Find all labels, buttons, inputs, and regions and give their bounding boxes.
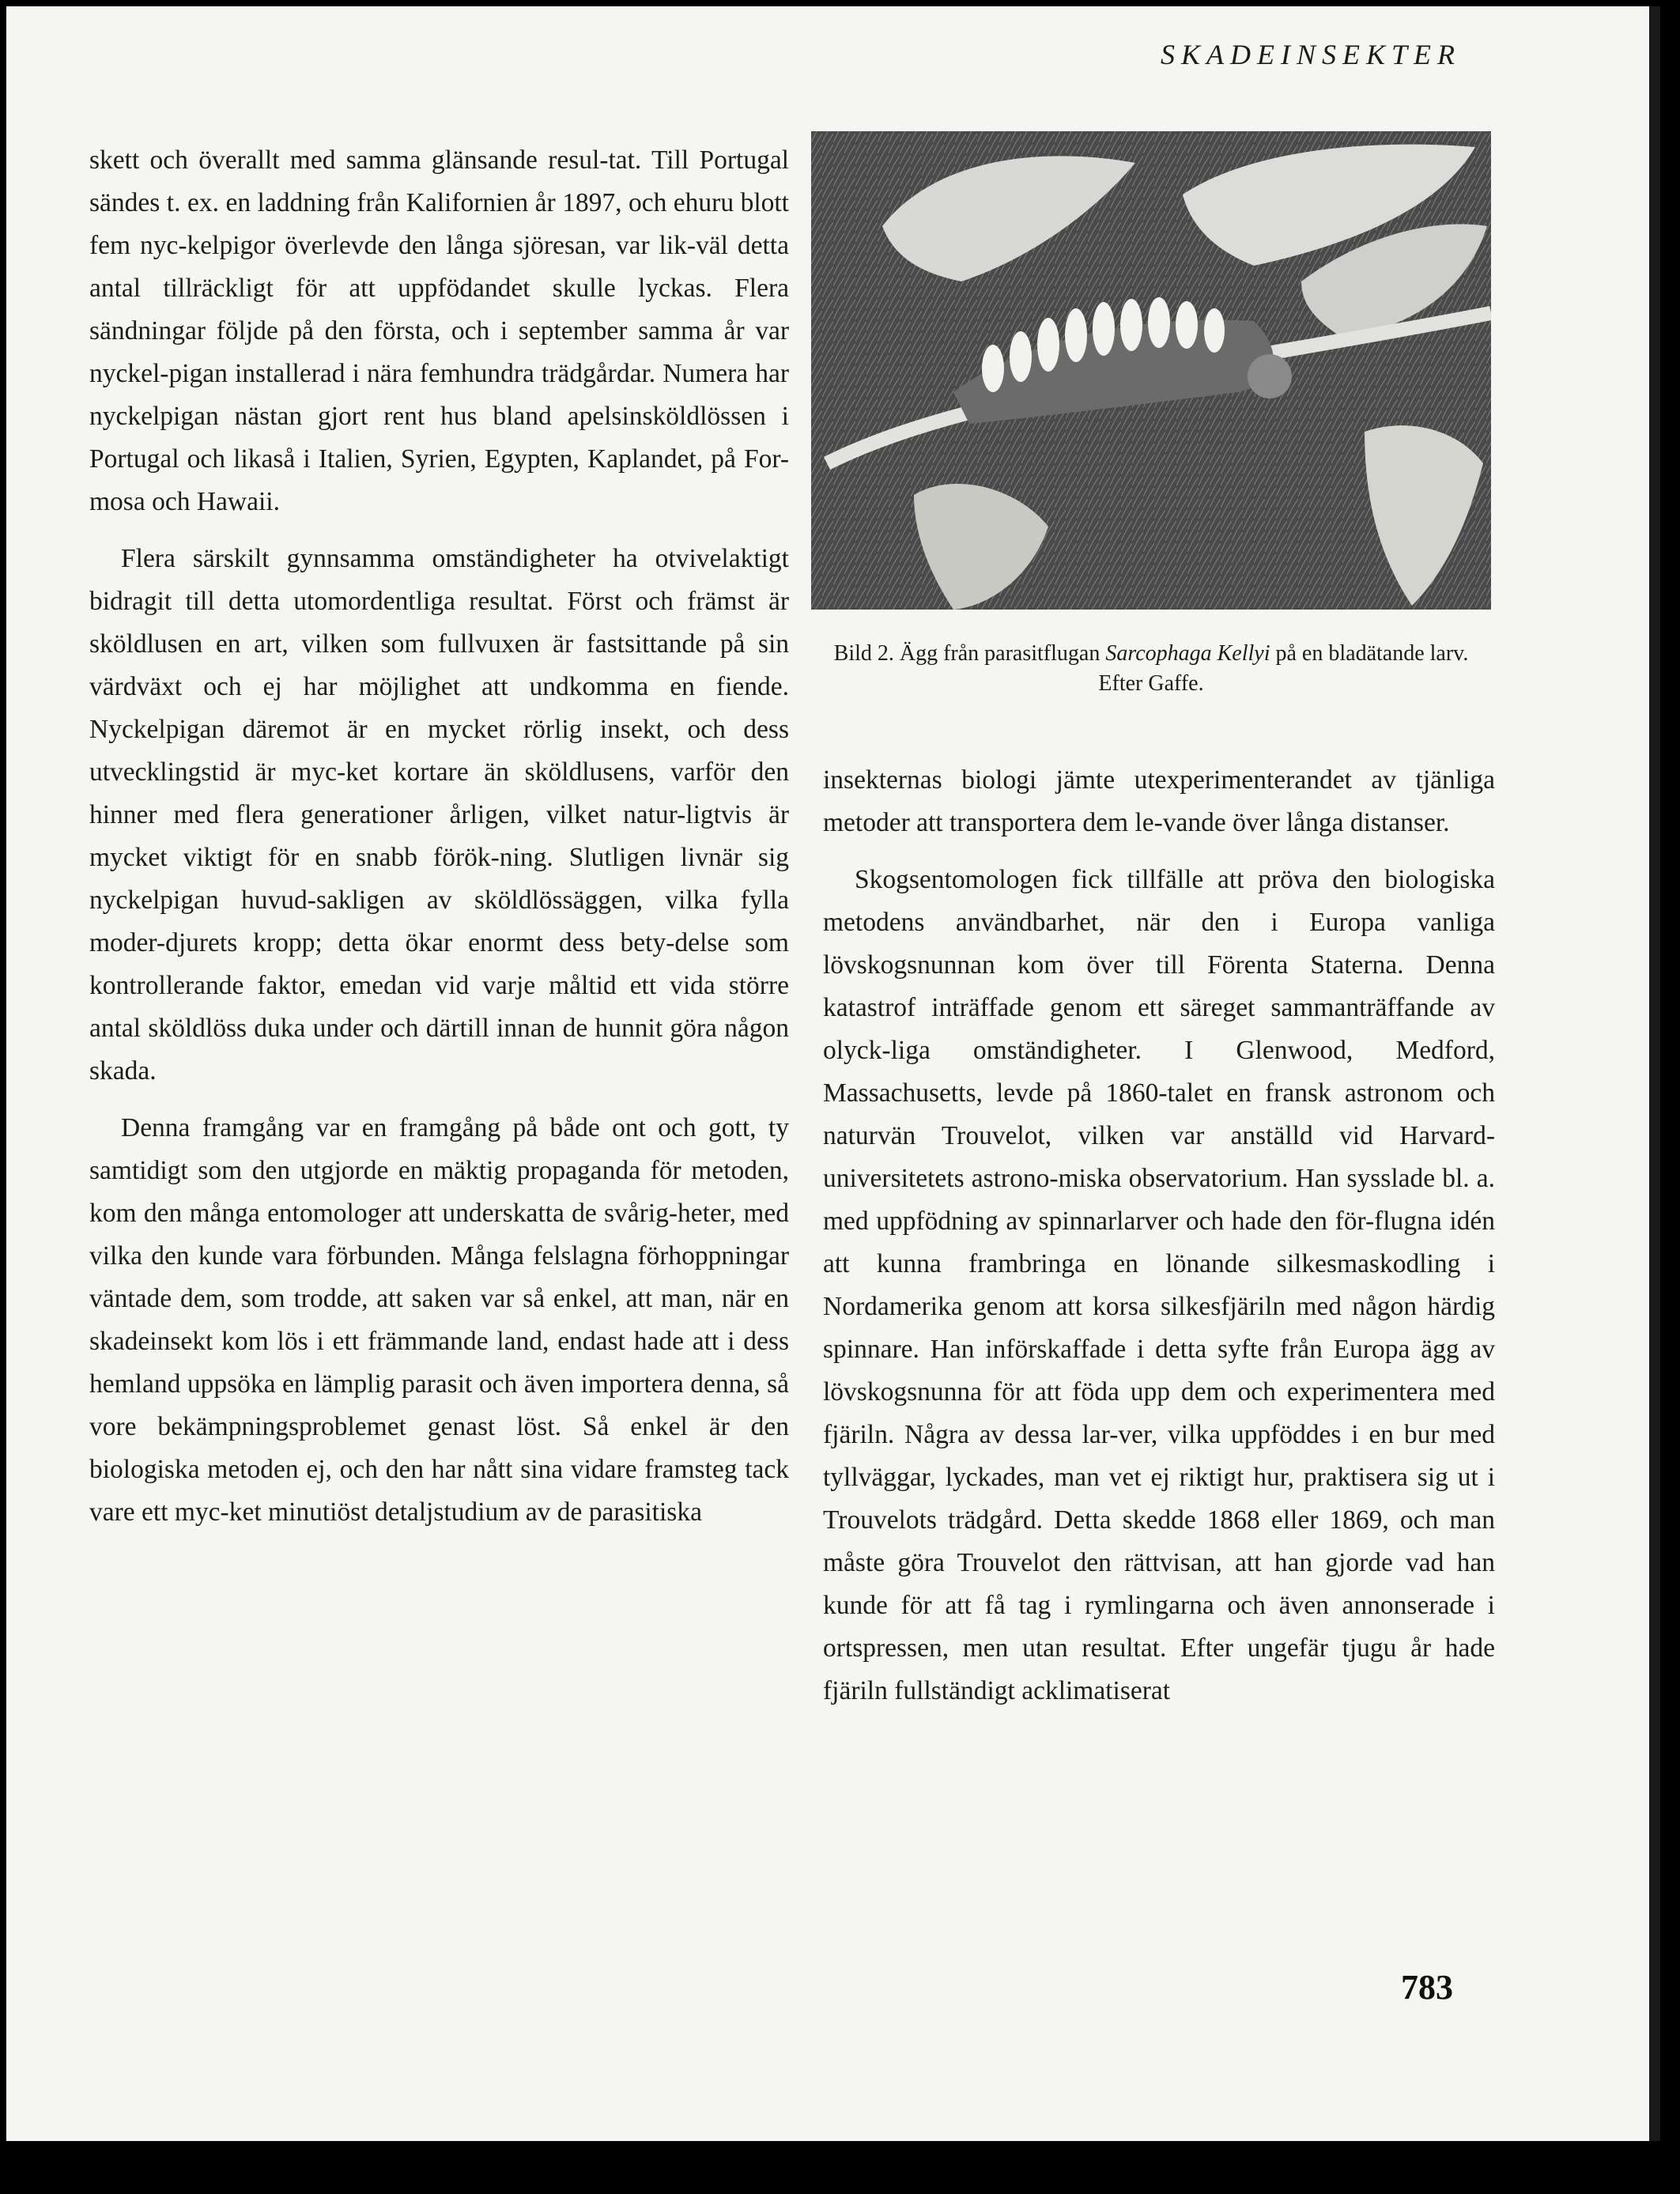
running-head: SKADEINSEKTER [1161, 39, 1461, 70]
document-page [6, 6, 1660, 2141]
caterpillar-with-eggs-image [811, 131, 1491, 610]
paragraph: Flera särskilt gynnsamma omständigheter ha otvivelaktigt bidragit till detta utomordentliga resultat. Först och främst är sköldlusen en art, vilken som fullvuxen är fastsittande på sin värdväxt och ej har möjlighet att undkomma en fiende. Nyckelpigan däremot är en mycket rörlig insekt, och dess utvecklingstid är myc-ket kortare än sköldlusens, varför den hinner med flera generationer årligen, vilket natur-ligtvis är mycket viktigt för en snabb förök-ning. Slutligen livnär sig nyckelpigan huvud-sakligen av sköldlössäggen, vilka fylla moder-djurets kropp; detta ökar enormt dess bety-delse som kontrollerande faktor, emedan vid varje måltid ett vida större antal sköldlöss duka under och därtill innan de hunnit göra någon skada. [89, 544, 789, 1086]
paragraph: Skogsentomologen fick tillfälle att pröva den biologiska metodens användbarhet, när den i Europa vanliga lövskogsnunnan kom över till Förenta Staterna. Denna katastrof inträffade genom ett säreget sammanträffande av olyck-liga omständigheter. I Glenwood, Medford, Massachusetts, levde på 1860-talet en fransk astronom och naturvän Trouvelot, vilken var anställd vid Harvard-universitetets astrono-miska observatorium. Han sysslade bl. a. med uppfödning av spinnarlarver och hade den för-flugna idén att kunna frambringa en lönande silkesmaskodling i Nordamerika genom att korsa silkesfjäriln med någon härdig spinnare. Han införskaffade i detta syfte från Europa ägg av lövskogsnunna för att föda upp dem och experimentera med fjäriln. Några av dessa lar-ver, vilka uppföddes i en bur med tyllväggar, lyckades, man vet ej riktigt hur, praktisera sig ut i Trouvelots trädgård. Detta skedde 1868 eller 1869, och man måste göra Trouvelot den rättvisan, att han gjorde vad han kunde för att få tag i rymlingarna och även annonserade i ortspressen, men utan resultat. Efter ungefär tjugu år hade fjäriln fullständigt acklimatiserat [823, 865, 1495, 1705]
paragraph: skett och överallt med samma glänsande resul-tat. Till Portugal sändes t. ex. en laddning från Kalifornien år 1897, och ehuru blott fem nyc-kelpigor överlevde den långa sjöresan, var lik-väl detta antal tillräckligt för att uppfödandet skulle lyckas. Flera sändningar följde på den första, och i september samma år var nyckel-pigan installerad i nära femhundra trädgårdar. Numera har nyckelpigan nästan gjort rent hus bland apelsinsköldlössen i Portugal och likaså i Italien, Syrien, Egypten, Kaplandet, på For-mosa och Hawaii. [89, 145, 789, 516]
caption-text-end: på en bladätande larv. Efter Gaffe. [1098, 641, 1469, 696]
paragraph: insekternas biologi jämte utexperimenterandet av tjänliga metoder att transportera dem le-vande över långa distanser. [823, 765, 1495, 837]
right-text-column [823, 759, 1495, 1713]
paragraph: Denna framgång var en framgång på både ont och gott, ty samtidigt som den utgjorde en mäktig propaganda för metoden, kom den många entomologer att underskatta de svårig-heter, med vilka den kunde vara förbunden. Många felslagna förhoppningar väntade dem, som trodde, att saken var så enkel, att man, när en skadeinsekt kom lös i ett främmande land, endast hade att i dess hemland uppsöka en lämplig parasit och även importera denna, så vore bekämpningsproblemet genast löst. Så enkel är den biologiska metoden ej, och den har nått sina vidare framsteg tack vare ett myc-ket minutiöst detaljstudium av de parasitiska [89, 1113, 789, 1527]
page-number: 783 [1401, 1968, 1453, 2007]
left-text-column [89, 139, 789, 1534]
figure-caption [811, 639, 1491, 699]
caption-species: Sarcophaga Kellyi [1105, 641, 1270, 666]
figure-photo [811, 131, 1491, 610]
caption-text: Bild 2. Ägg från parasitflugan [833, 641, 1106, 666]
